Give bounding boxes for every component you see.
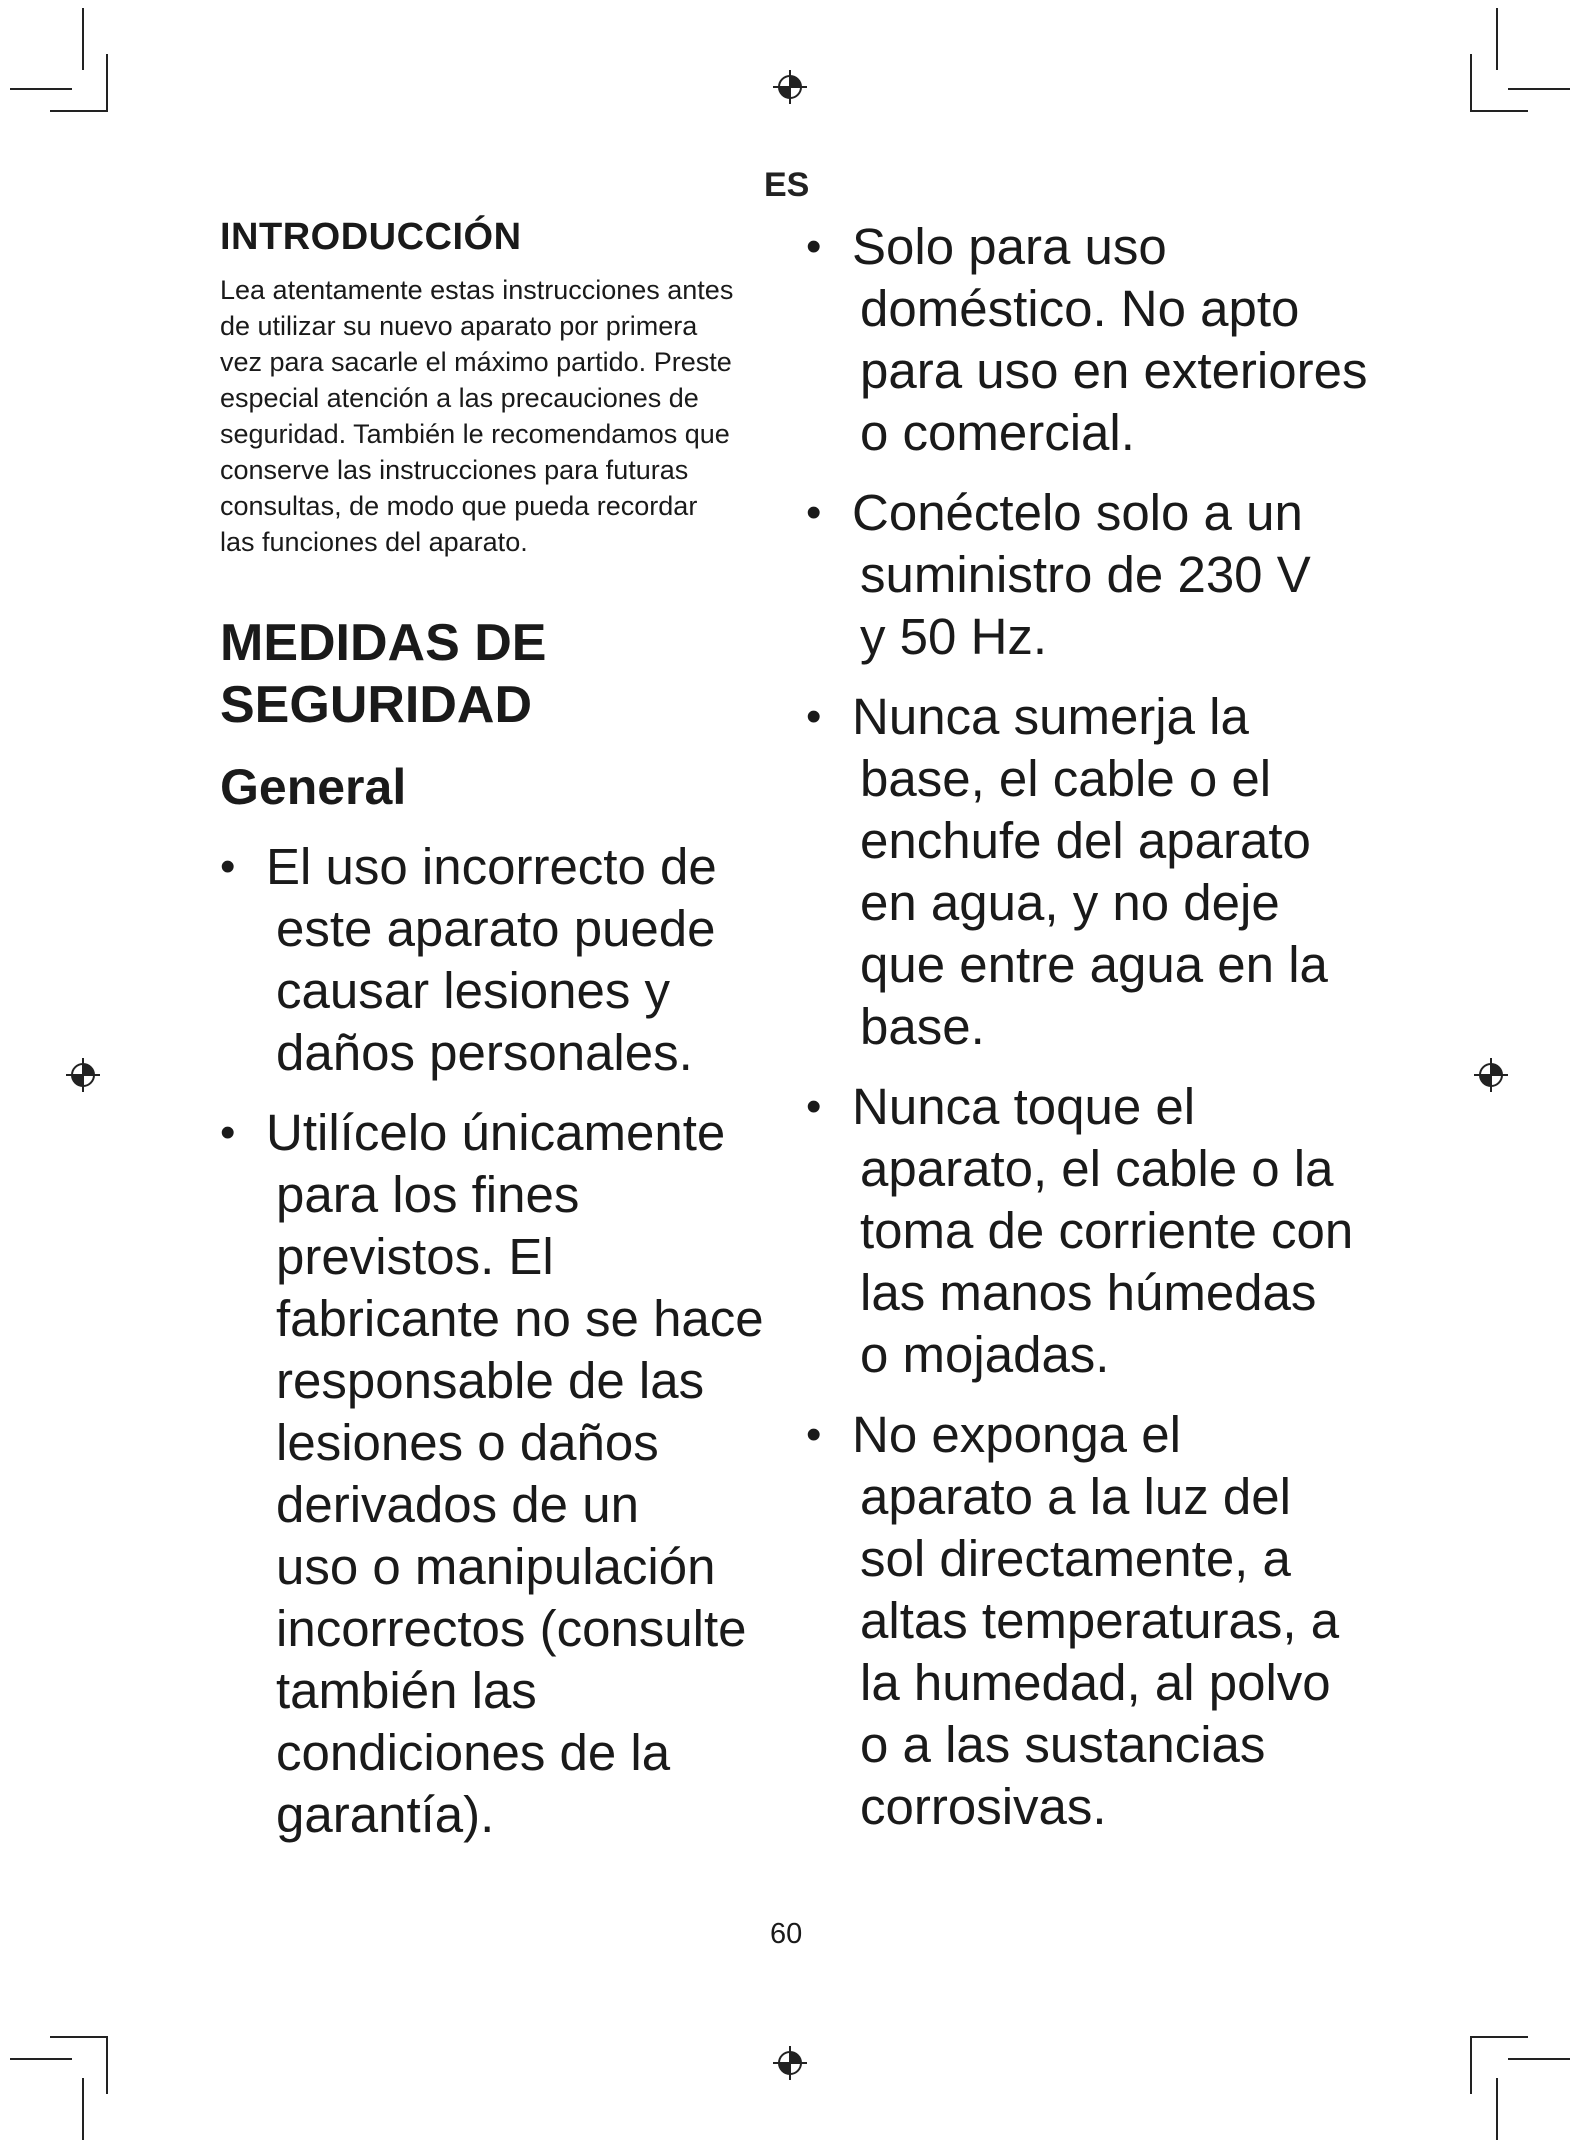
registration-mark-icon [773,2046,807,2080]
left-bullet-list [220,836,790,1846]
list-item-line: responsable de las [276,1352,705,1409]
list-item-line: Nunca toque el [852,1078,1196,1135]
list-item-line: fabricante no se hace [276,1290,764,1347]
list-item [806,1076,1406,1386]
list-item-line: este aparato puede [276,900,716,957]
list-item-line: doméstico. No apto [860,280,1300,337]
list-item-line: o mojadas. [860,1326,1110,1383]
list-item-line: Utilícelo únicamente [266,1104,726,1161]
list-item-line: la humedad, al polvo [860,1654,1331,1711]
introduction-line: consultas, de modo que pueda recordar [220,491,698,521]
list-item-line: garantía). [276,1786,495,1843]
list-item-line: sol directamente, a [860,1530,1291,1587]
list-item-line: las manos húmedas [860,1264,1317,1321]
list-item [806,482,1406,668]
list-item-line: El uso incorrecto de [266,838,717,895]
bullet-icon: • [220,842,236,891]
list-item-line: previstos. El [276,1228,554,1285]
introduction-line: especial atención a las precauciones de [220,383,699,413]
list-item-line: o a las sustancias [860,1716,1266,1773]
list-item [220,836,790,1084]
list-item-line: corrosivas. [860,1778,1107,1835]
list-item [220,1102,790,1846]
list-item-line: lesiones o daños [276,1414,659,1471]
list-item-line: uso o manipulación [276,1538,716,1595]
list-item-line: No exponga el [852,1406,1181,1463]
bullet-icon: • [220,1108,236,1157]
general-subheading: General [220,759,407,815]
list-item-line: base. [860,998,985,1055]
list-item-line: y 50 Hz. [860,608,1048,665]
bullet-icon: • [806,1082,822,1131]
safety-heading [220,612,546,736]
list-item-line: Conéctelo solo a un [852,484,1303,541]
list-item-line: daños personales. [276,1024,693,1081]
registration-mark-icon [66,1058,100,1092]
introduction-line: vez para sacarle el máximo partido. Preste [220,347,732,377]
list-item [806,1404,1406,1838]
list-item-line: aparato, el cable o la [860,1140,1334,1197]
page-number: 60 [770,1918,803,1950]
list-item-line: Nunca sumerja la [852,688,1249,745]
registration-mark-icon [1474,1058,1508,1092]
list-item-line: o comercial. [860,404,1135,461]
list-item-line: altas temperaturas, a [860,1592,1340,1649]
list-item-line: aparato a la luz del [860,1468,1291,1525]
safety-heading-line: MEDIDAS DE [220,614,547,672]
bullet-icon: • [806,222,822,271]
list-item-line: Solo para uso [852,218,1167,275]
introduction-heading: INTRODUCCIÓN [220,216,522,258]
list-item-line: para uso en exteriores [860,342,1368,399]
list-item-line: incorrectos (consulte [276,1600,747,1657]
list-item [806,686,1406,1058]
list-item-line: que entre agua en la [860,936,1328,993]
bullet-icon: • [806,488,822,537]
list-item-line: en agua, y no deje [860,874,1280,931]
right-bullet-list [806,216,1406,1838]
list-item-line: derivados de un [276,1476,639,1533]
list-item-line: para los fines [276,1166,580,1223]
list-item-line: causar lesiones y [276,962,671,1019]
bullet-icon: • [806,1410,822,1459]
list-item-line: base, el cable o el [860,750,1272,807]
list-item-line: condiciones de la [276,1724,671,1781]
introduction-line: conserve las instrucciones para futuras [220,455,689,485]
list-item [806,216,1406,464]
list-item-line: enchufe del aparato [860,812,1311,869]
registration-mark-icon [773,70,807,104]
safety-heading-line: SEGURIDAD [220,676,533,734]
bullet-icon: • [806,692,822,741]
list-item-line: también las [276,1662,537,1719]
introduction-line: Lea atentamente estas instrucciones antes [220,275,734,305]
introduction-body [220,272,790,560]
introduction-line: de utilizar su nuevo aparato por primera [220,311,698,341]
introduction-line: las funciones del aparato. [220,527,528,557]
introduction-line: seguridad. También le recomendamos que [220,419,730,449]
list-item-line: suministro de 230 V [860,546,1311,603]
language-label: ES [764,166,810,204]
list-item-line: toma de corriente con [860,1202,1354,1259]
